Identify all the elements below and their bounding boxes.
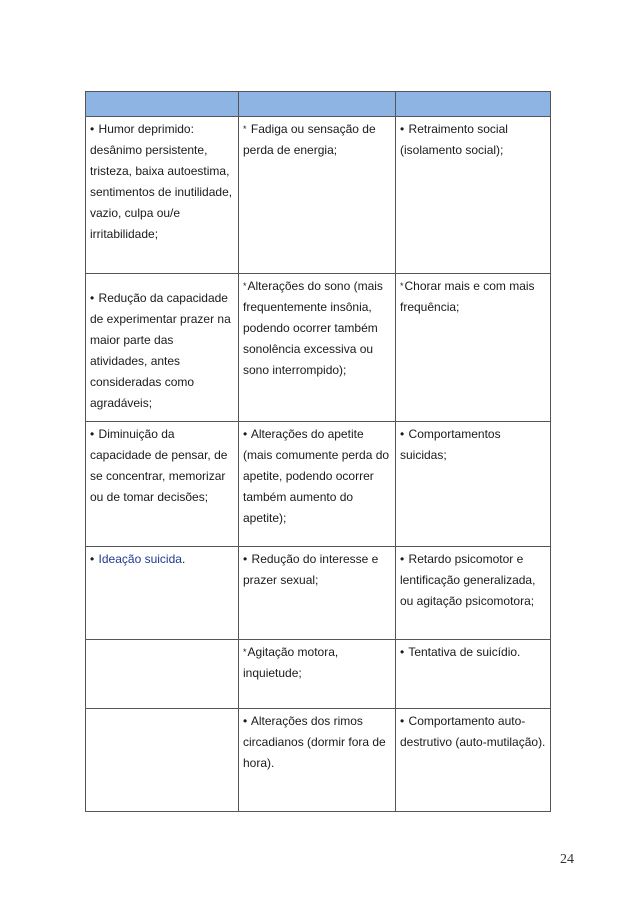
table-row (86, 547, 551, 640)
cell-text: Redução do interesse e prazer sexual; (243, 552, 379, 587)
table-cell (239, 709, 396, 812)
bullet-marker: • (243, 552, 248, 566)
bullet-marker: • (400, 122, 405, 136)
table-cell (239, 117, 396, 274)
cell-text: Alterações do sono (mais frequentemente insônia, podendo ocorrer também sonolência excessiva ou sono interrompido); (243, 279, 383, 377)
cell-text: Retardo psicomotor e lentificação generalizada, ou agitação psicomotora; (400, 552, 536, 608)
cell-text: Tentativa de suicídio. (408, 645, 521, 659)
cell-text: Agitação motora, inquietude; (243, 645, 339, 680)
cell-text: Comportamentos suicidas; (400, 427, 501, 462)
bullet-marker: • (400, 552, 405, 566)
suicidal-ideation-link[interactable]: Ideação suicida (98, 552, 182, 566)
table-cell (239, 422, 396, 547)
bullet-marker: • (400, 427, 405, 441)
table-cell (239, 547, 396, 640)
page-number: 24 (560, 852, 574, 867)
bullet-marker: • (400, 645, 405, 659)
asterisk-marker: * (243, 124, 247, 134)
table-cell (86, 709, 239, 812)
table-cell (86, 274, 239, 422)
cell-text: Fadiga ou sensação de perda de energia; (243, 122, 376, 157)
cell-text: Chorar mais e com mais frequência; (400, 279, 535, 314)
table-cell (86, 547, 239, 640)
asterisk-marker: * (243, 281, 247, 291)
bullet-marker: • (90, 427, 95, 441)
header-cell (239, 92, 396, 117)
cell-text: Alterações dos rimos circadianos (dormir fora de hora). (243, 714, 386, 770)
bullet-marker: • (90, 291, 95, 305)
cell-text: Humor deprimido: desânimo persistente, tristeza, baixa autoestima, sentimentos de inutilidade, vazio, culpa ou/e irritabilidade; (90, 122, 233, 241)
table-cell (396, 547, 551, 640)
asterisk-marker: * (400, 281, 404, 291)
table-cell (239, 274, 396, 422)
cell-text: Retraimento social (isolamento social); (400, 122, 508, 157)
table-cell (86, 117, 239, 274)
table-row (86, 640, 551, 709)
asterisk-marker: * (243, 647, 247, 657)
table-cell (239, 640, 396, 709)
cell-text: Redução da capacidade de experimentar prazer na maior parte das atividades, antes consideradas como agradáveis; (90, 291, 231, 410)
table-cell (396, 117, 551, 274)
table-header-row (86, 92, 551, 117)
table-cell (86, 422, 239, 547)
table-cell (396, 422, 551, 547)
table-cell (86, 640, 239, 709)
table-cell (396, 274, 551, 422)
table-row (86, 709, 551, 812)
table-cell (396, 709, 551, 812)
bullet-marker: • (400, 714, 405, 728)
bullet-marker: • (243, 427, 248, 441)
cell-text: Comportamento auto-destrutivo (auto-mutilação). (400, 714, 546, 749)
cell-text: . (181, 552, 186, 566)
bullet-marker: • (90, 122, 95, 136)
symptoms-table (85, 91, 551, 812)
table-cell (396, 640, 551, 709)
table-row (86, 117, 551, 274)
bullet-marker: • (243, 714, 248, 728)
bullet-marker: • (90, 552, 95, 566)
cell-text: Alterações do apetite (mais comumente perda do apetite, podendo ocorrer também aumento do apetite); (243, 427, 390, 525)
header-cell (86, 92, 239, 117)
table-row (86, 274, 551, 422)
header-cell (396, 92, 551, 117)
table-row (86, 422, 551, 547)
cell-text: Diminuição da capacidade de pensar, de se concentrar, memorizar ou de tomar decisões; (90, 427, 228, 504)
